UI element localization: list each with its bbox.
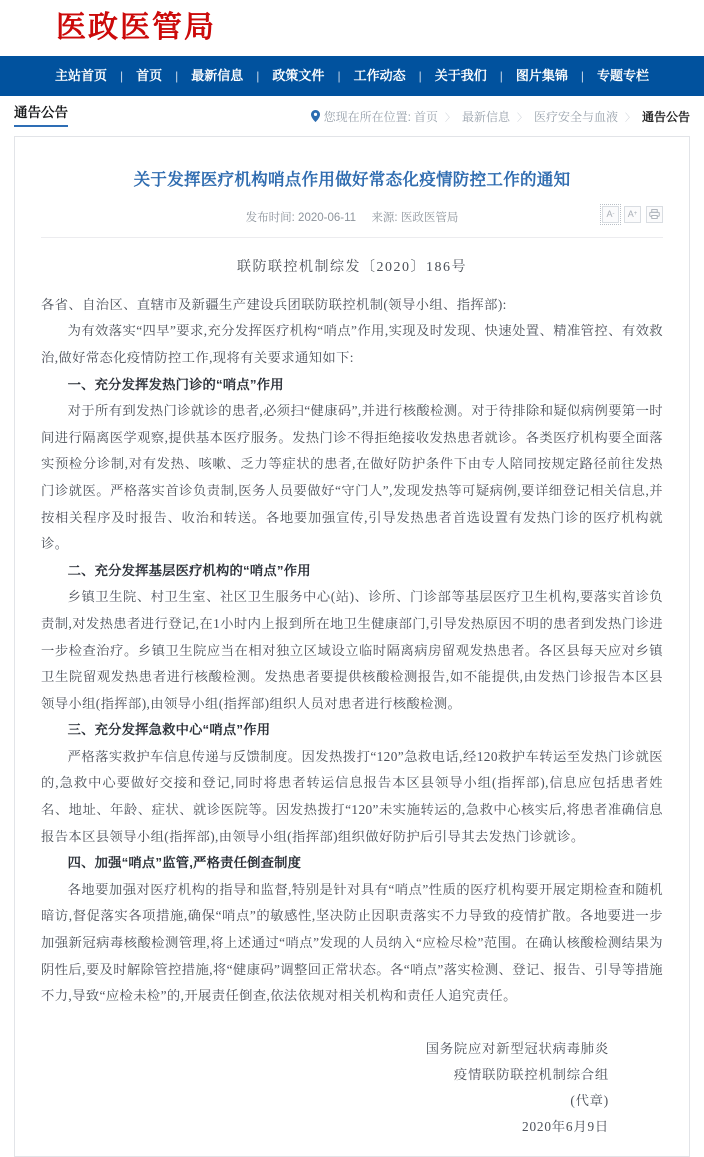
article-signature: [41, 1036, 663, 1140]
print-button[interactable]: [646, 206, 663, 223]
font-increase-button[interactable]: [624, 206, 641, 223]
nav-item-special-columns[interactable]: 专题专栏: [596, 68, 649, 83]
nav-item-work-updates[interactable]: 工作动态: [353, 68, 406, 83]
nav-separator: |: [120, 69, 124, 83]
breadcrumb-arrow: 〉: [444, 112, 455, 124]
printer-icon: [649, 209, 660, 219]
font-decrease-sup: -: [612, 211, 615, 218]
nav-separator: |: [499, 69, 503, 83]
article-section-heading-3: 三、充分发挥急救中心“哨点”作用: [67, 722, 271, 738]
font-decrease-button[interactable]: [602, 206, 619, 223]
site-logo: 医政医管局: [56, 11, 216, 44]
article-meta-row: [41, 206, 663, 228]
channel-title: 通告公告: [14, 105, 68, 126]
breadcrumb-label: 您现在所在位置:: [323, 109, 411, 124]
article-title: 关于发挥医疗机构哨点作用做好常态化疫情防控工作的通知: [133, 171, 571, 190]
font-decrease-label: A: [606, 208, 613, 219]
breadcrumb-current: 通告公告: [641, 109, 690, 124]
article-body: [41, 292, 663, 1010]
breadcrumb-arrow: 〉: [516, 112, 527, 124]
nav-item-home[interactable]: 首页: [136, 68, 163, 83]
breadcrumb-item-medical-safety-blood[interactable]: 医疗安全与血液: [533, 109, 618, 124]
article-section-heading-2: 二、充分发挥基层医疗机构的“哨点”作用: [67, 562, 311, 578]
breadcrumb-item-home[interactable]: 首页: [413, 109, 438, 124]
article-paragraph: 严格落实救护车信息传递与反馈制度。因发热拨打“120”急救电话,经120救护车转运至发热门诊就医的,急救中心要做好交接和登记,同时将患者转运信息报告本区县领导小组(指挥部),信息应包括患者姓名、地址、年龄、症状、就诊医院等。因发热拨打“120”未实施转运的,急救中心核实后,将患者准确信息报告本区县领导小组(指挥部),由领导小组(指挥部)组织做好防护后引导其去发热门诊就诊。: [41, 748, 663, 844]
publish-date: 2020-06-11: [298, 211, 357, 224]
article-section-heading-4: 四、加强“哨点”监管,严格责任倒查制度: [67, 855, 302, 871]
breadcrumb-strip: [0, 96, 704, 136]
nav-item-photo-gallery[interactable]: 图片集锦: [515, 68, 568, 83]
breadcrumb-arrow: 〉: [624, 112, 635, 124]
breadcrumb-item-latest-info[interactable]: 最新信息: [461, 109, 510, 124]
article-paragraph: 各地要加强对医疗机构的指导和监督,特别是针对具有“哨点”性质的医疗机构要开展定期检查和随机暗访,督促落实各项措施,确保“哨点”的敏感性,坚决防止因职责落实不力导致的疫情扩散。各地要进一步加强新冠病毒核酸检测管理,将上述通过“哨点”发现的人员纳入“应检尽检”范围。在确认核酸检测结果为阴性后,要及时解除管控措施,将“健康码”调整回正常状态。各“哨点”落实检测、登记、报告、引导等措施不力,导致“应检未检”的,开展责任倒查,依法依规对相关机构和责任人追究责任。: [41, 881, 663, 1004]
nav-separator: |: [337, 69, 341, 83]
article-section-heading-1: 一、充分发挥发热门诊的“哨点”作用: [67, 376, 284, 392]
main-navigation: [0, 56, 704, 96]
nav-item-latest-info[interactable]: 最新信息: [191, 68, 244, 83]
nav-item-about-us[interactable]: 关于我们: [434, 68, 487, 83]
nav-separator: |: [418, 69, 422, 83]
article-paragraph: 各省、自治区、直辖市及新疆生产建设兵团联防联控机制(领导小组、指挥部):: [41, 296, 507, 312]
signature-seal-note: (代章): [570, 1092, 609, 1108]
location-pin-icon: [311, 110, 320, 122]
publish-time-label: 发布时间:: [245, 211, 295, 224]
source-label: 来源:: [371, 211, 398, 224]
breadcrumb: [311, 108, 690, 125]
meta-divider: [41, 237, 663, 238]
nav-separator: |: [580, 69, 584, 83]
site-header: [0, 0, 704, 56]
signature-date: 2020年6月9日: [522, 1118, 609, 1134]
font-increase-sup: +: [633, 211, 638, 218]
article-meta-text: [246, 209, 459, 225]
source-value: 医政医管局: [400, 211, 459, 224]
article-panel: [14, 136, 690, 1157]
article-paragraph: 为有效落实“四早”要求,充分发挥医疗机构“哨点”作用,实现及时发现、快速处置、精准管控、有效救治,做好常态化疫情防控工作,现将有关要求通知如下:: [41, 323, 663, 365]
nav-separator: |: [175, 69, 179, 83]
nav-item-main-site-home[interactable]: 主站首页: [55, 68, 108, 83]
font-increase-label: A: [627, 208, 634, 219]
signature-line-1: 国务院应对新型冠状病毒肺炎: [425, 1040, 609, 1056]
document-number: 联防联控机制综发〔2020〕186号: [237, 259, 467, 275]
article-tools: [602, 206, 663, 223]
signature-line-2: 疫情联防联控机制综合组: [453, 1066, 609, 1082]
nav-item-policy-documents[interactable]: 政策文件: [272, 68, 325, 83]
article-paragraph: 对于所有到发热门诊就诊的患者,必须扫“健康码”,并进行核酸检测。对于待排除和疑似病例要第一时间进行隔离医学观察,提供基本医疗服务。发热门诊不得拒绝接收发热患者就诊。各类医疗机构要全面落实预检分诊制,对有发热、咳嗽、乏力等症状的患者,在做好防护条件下由专人陪同按规定路径前往发热门诊就医。严格落实首诊负责制,医务人员要做好“守门人”,发现发热等可疑病例,要详细登记相关信息,并按相关程序及时报告、收治和转送。各地要加强宣传,引导发热患者首选设置有发热门诊的医疗机构就诊。: [41, 403, 663, 552]
article-paragraph: 乡镇卫生院、村卫生室、社区卫生服务中心(站)、诊所、门诊部等基层医疗卫生机构,要落实首诊负责制,对发热患者进行登记,在1小时内上报到所在地卫生健康部门,引导发热原因不明的患者到发热门诊进一步检查治疗。乡镇卫生院应当在相对独立区域设立临时隔离病房留观发热患者。各区县每天应对乡镇卫生院留观发热患者进行核酸检测。发热患者要提供核酸检测报告,如不能提供,由发热门诊报告本区县领导小组(指挥部),由领导小组(指挥部)组织人员对患者进行核酸检测。: [41, 589, 663, 711]
nav-separator: |: [256, 69, 260, 83]
